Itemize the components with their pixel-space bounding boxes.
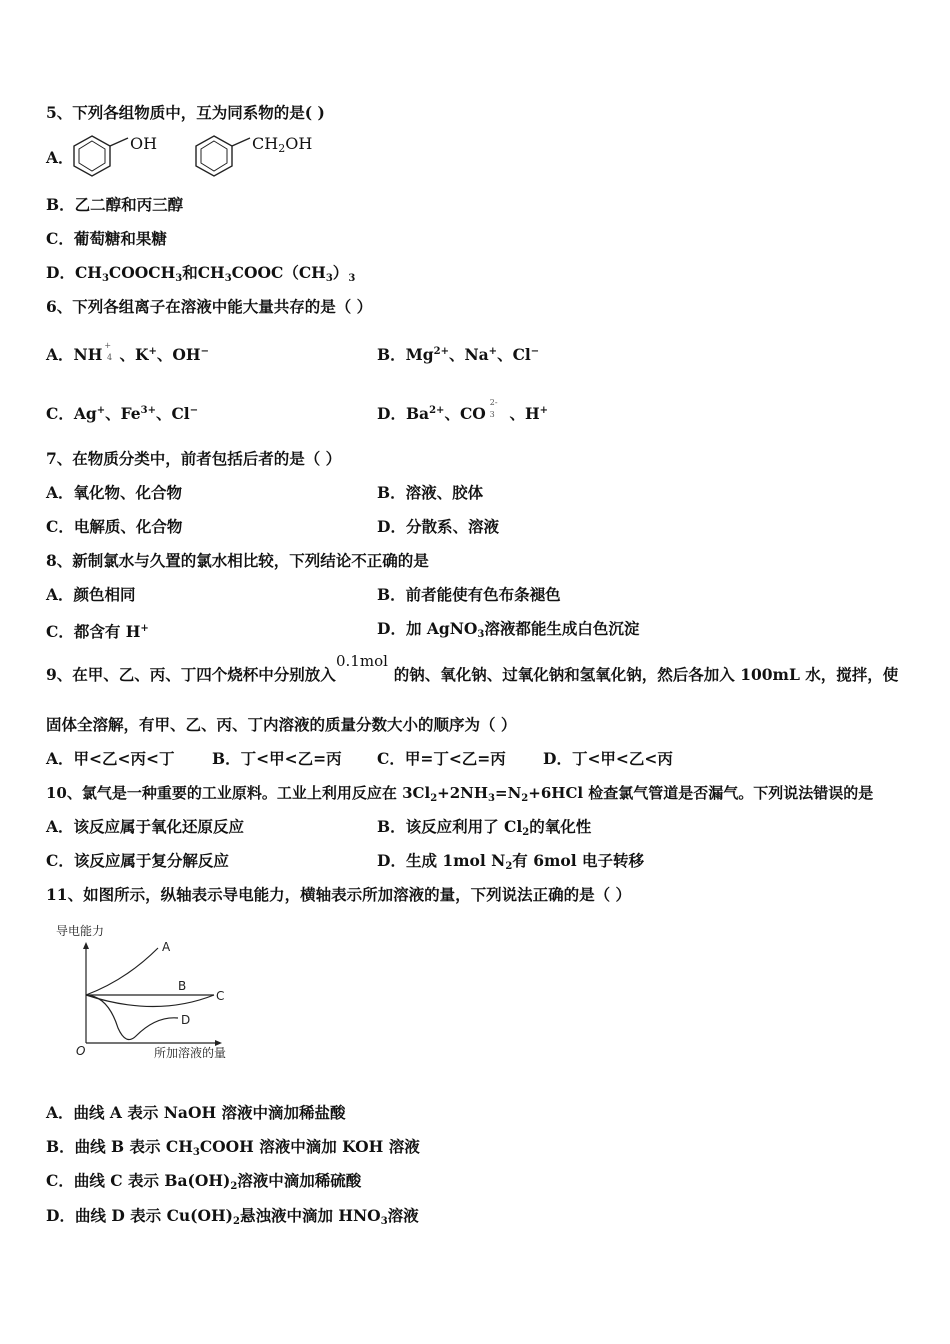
q7-option-c: C．电解质、化合物 — [46, 517, 183, 536]
q11-origin: O — [76, 1044, 86, 1058]
q11-label-a: A — [162, 940, 171, 954]
q7-stem: 7、在物质分类中，前者包括后者的是（ ） — [46, 449, 342, 468]
q8-option-b: B．前者能使有色布条褪色 — [377, 585, 561, 604]
q9-amount: 0.1mol — [336, 652, 388, 670]
q9-stem-line1: 9、在甲、乙、丙、丁四个烧杯中分别放入 的钠、氧化钠、过氧化钠和氢氧化钠，然后各加入 100mL 水，搅拌，使 — [46, 665, 899, 684]
q11-conductivity-figure — [46, 918, 246, 1066]
q5-stem: 5、下列各组物质中，互为同系物的是( ) — [46, 103, 325, 122]
q11-option-d: D．曲线 D 表示 $Cu(OH)_2$悬浊液中滴加 $HNO_3$溶液 — [46, 1206, 419, 1227]
q9-option-b: B．丁<甲<乙=丙 — [212, 749, 342, 768]
q5-option-c: C．葡萄糖和果糖 — [46, 229, 167, 248]
q5-option-a-label: A． — [46, 148, 74, 167]
q11-ylabel: 导电能力 — [56, 924, 105, 938]
q10-option-c: C．该反应属于复分解反应 — [46, 851, 229, 870]
q7-option-a: A．氧化物、化合物 — [46, 483, 183, 502]
q11-option-a: A．曲线 A 表示 NaOH 溶液中滴加稀盐酸 — [46, 1103, 346, 1122]
q9-option-c: C．甲=丁<乙=丙 — [377, 749, 506, 768]
q11-y-arrow — [83, 942, 89, 949]
q10-option-d: D．生成 1mol $N_2$有 6mol 电子转移 — [377, 851, 645, 872]
q7-option-d: D．分散系、溶液 — [377, 517, 499, 536]
q8-option-c: C．都含有 H+ — [46, 622, 149, 641]
q5-phenol-oh: OH — [130, 134, 158, 153]
q10-option-b: B．该反应利用了 $Cl_2$的氧化性 — [377, 817, 592, 838]
q11-label-d: D — [181, 1013, 191, 1027]
q5-option-b: B．乙二醇和丙三醇 — [46, 195, 184, 214]
q11-label-b: B — [178, 979, 187, 993]
q6-stem: 6、下列各组离子在溶液中能大量共存的是（ ） — [46, 297, 373, 316]
q11-option-c: C．曲线 C 表示 $Ba(OH)_2$溶液中滴加稀硫酸 — [46, 1171, 362, 1192]
q6-option-d: D．$Ba^{2+}$、$CO^{2-}3$ 、H+ — [377, 398, 549, 423]
q11-option-b: B．曲线 B 表示 $CH_3COOH$ 溶液中滴加 KOH 溶液 — [46, 1137, 420, 1158]
q9-option-a: A．甲<乙<丙<丁 — [46, 749, 175, 768]
q11-xlabel: 所加溶液的量 — [154, 1046, 227, 1060]
q6-option-b: B．$Mg^{2+}$、Na+、Cl− — [377, 345, 540, 364]
q8-stem: 8、新制氯水与久置的氯水相比较，下列结论不正确的是 — [46, 551, 429, 570]
q9-stem-line2: 固体全溶解，有甲、乙、丙、丁内溶液的质量分数大小的顺序为（ ） — [46, 715, 517, 734]
q8-option-d: D．加 AgNO$_3$溶液都能生成白色沉淀 — [377, 619, 640, 640]
q6-option-c: C．Ag+、$Fe^{3+}$、Cl− — [46, 404, 199, 423]
q6-option-a: A．NH +4 、K+、OH− — [46, 341, 209, 364]
q8-option-a: A．颜色相同 — [46, 585, 136, 604]
q9-option-d: D．丁<甲<乙<丙 — [543, 749, 673, 768]
q10-stem: 10、氯气是一种重要的工业原料。工业上利用反应在 $3Cl_2+2NH_3=N_2+6HCl$ 检查氯气管道是否漏气。下列说法错误的是 — [46, 784, 874, 804]
q11-label-c: C — [216, 989, 225, 1003]
q10-option-a: A．该反应属于氧化还原反应 — [46, 817, 245, 836]
q5-option-d: D．$CH_3COOCH_3$和$CH_3COOC(CH_3)_3$ — [46, 263, 356, 284]
q11-curve-a — [86, 948, 158, 995]
q5-benzyl-ch2oh: $CH_2OH$ — [252, 134, 313, 155]
q11-curve-d — [86, 995, 178, 1040]
q11-stem: 11、如图所示，纵轴表示导电能力，横轴表示所加溶液的量，下列说法正确的是（ ） — [46, 885, 631, 904]
q7-option-b: B．溶液、胶体 — [377, 483, 484, 502]
